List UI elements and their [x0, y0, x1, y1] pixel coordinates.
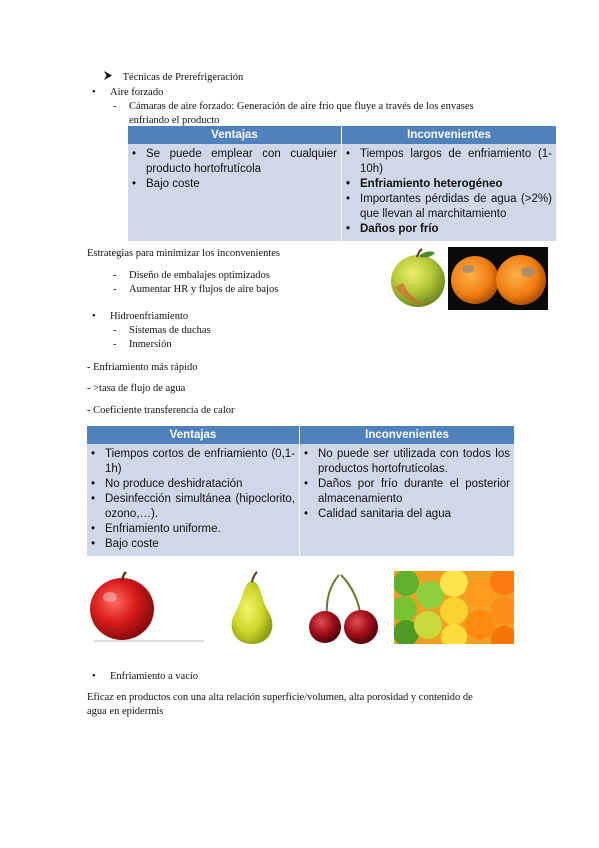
table1-inconvenientes-cell [342, 144, 557, 241]
table1-header-inconvenientes: Inconvenientes [342, 126, 557, 144]
list-item: • Calidad sanitaria del agua [302, 507, 510, 522]
list-item: • No puede ser utilizada con todos los productos hortofrutícolas. [302, 447, 510, 477]
table2-header-ventajas: Ventajas [87, 426, 300, 444]
hidro-note: - Coeficiente transferencia de calor [87, 405, 235, 416]
vacio-desc-2: agua en epidermis [87, 706, 164, 717]
list-item: • No produce deshidratación [89, 477, 295, 492]
table2-header-inconvenientes: Inconvenientes [300, 426, 515, 444]
hidro-note: - >tasa de flujo de agua [87, 383, 186, 394]
vacio-desc-1: Eficaz en productos con una alta relación superficie/volumen, alta porosidad y contenido de [87, 692, 473, 703]
list-item: • Daños por frío [344, 222, 552, 237]
aire-desc-1: Cámaras de aire forzado: Generación de aire frío que fluye a través de los envases [129, 101, 474, 112]
list-item: • Tiempos cortos de enfriamiento (0,1-1h) [89, 447, 295, 477]
aire-title: Aire forzado [110, 87, 164, 98]
dash-marker: - [113, 270, 117, 281]
red-apple-icon [86, 571, 204, 643]
dash-marker: - [113, 101, 117, 112]
list-item: • Enfriamiento heterogéneo [344, 177, 552, 192]
hidro-item: Inmersión [129, 339, 172, 350]
bullet-dot: • [92, 311, 96, 322]
list-item: • Enfriamiento uniforme. [89, 522, 295, 537]
table2-ventajas-cell [87, 444, 300, 556]
citrus-icon [394, 571, 514, 644]
heading-row [104, 71, 243, 85]
table-hidroenfriamiento [87, 426, 514, 556]
list-item: • Se puede emplear con cualquier producto hortofrutícola [130, 147, 337, 177]
estrategia-item: Diseño de embalajes optimizados [129, 270, 270, 281]
apple-icon [389, 247, 447, 309]
list-item: • Desinfección simultánea (hipoclorito, ozono,…). [89, 492, 295, 522]
list-item: • Tiempos largos de enfriamiento (1-10h) [344, 147, 552, 177]
heading-text: Técnicas de Prerefrigeración [122, 72, 244, 83]
cherries-icon [305, 573, 383, 645]
hidro-item: Sistemas de duchas [129, 325, 211, 336]
arrow-right-icon [104, 71, 114, 85]
list-item: • Bajo coste [89, 537, 295, 552]
table-aire-forzado [128, 126, 556, 241]
table2-inconvenientes-cell [300, 444, 515, 556]
estrategias-title: Estrategias para minimizar los inconvenientes [87, 248, 281, 259]
table1-header-ventajas: Ventajas [128, 126, 342, 144]
dash-marker: - [113, 284, 117, 295]
aire-desc-2: enfriando el producto [129, 115, 220, 126]
hidro-title: Hidroenfriamiento [110, 311, 189, 322]
table1-ventajas-cell [128, 144, 342, 241]
bullet-dot: • [92, 671, 96, 682]
oranges-icon [448, 247, 548, 310]
list-item: • Daños por frío durante el posterior almacenamiento [302, 477, 510, 507]
vacio-title: Enfriamiento a vacío [110, 671, 199, 682]
dash-marker: - [113, 325, 117, 336]
estrategia-item: Aumentar HR y flujos de aire bajos [129, 284, 279, 295]
dash-marker: - [113, 339, 117, 350]
bullet-dot: • [92, 87, 96, 98]
hidro-note: - Enfriamiento más rápido [87, 362, 198, 373]
list-item: • Bajo coste [130, 177, 337, 192]
pear-icon [218, 571, 286, 645]
list-item: • Importantes pérdidas de agua (>2%) que llevan al marchitamiento [344, 192, 552, 222]
